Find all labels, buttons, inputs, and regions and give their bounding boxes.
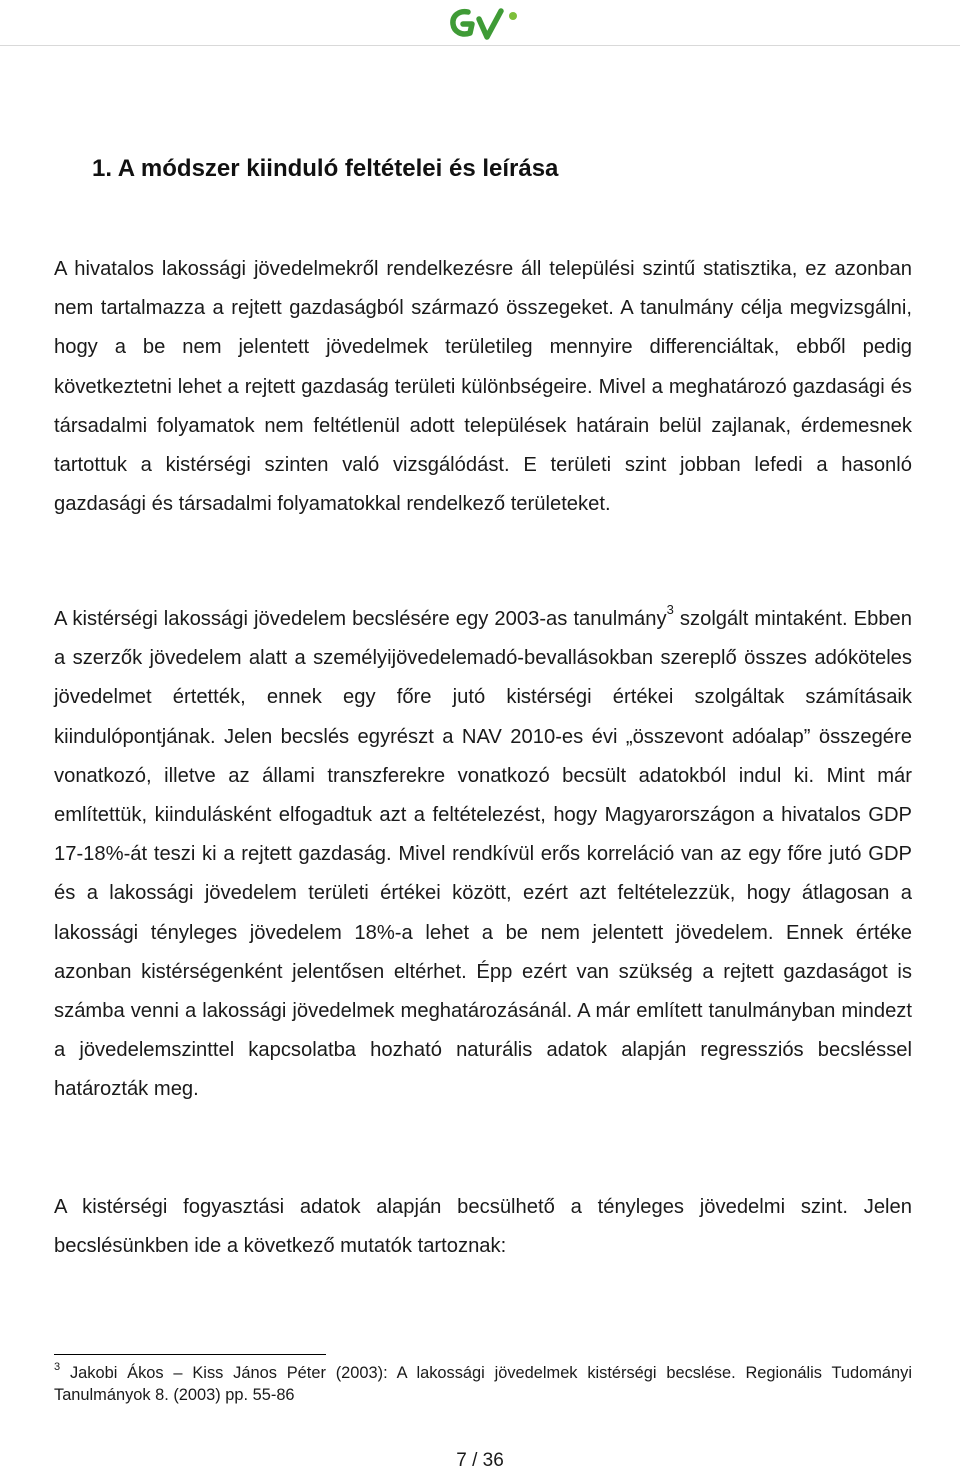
paragraph-intro: A hivatalos lakossági jövedelmekről rendelkezésre áll települési szintű statisztika, ez azonban nem tartalmazza a rejtett gazdaságból származó összegeket. A tanulmány célja megvizsgálni, hogy a be nem jelentett jövedelmek területileg mennyire differenciáltak, ebből pedig következtetni lehet a rejtett gazdaság területi különbségeire. Mivel a meghatározó gazdasági és társadalmi folyamatok nem feltétlenül adott települések határain belül zajlanak, érdemesnek tartottuk a kistérségi szinten való vizsgálódást. E területi szint jobban lefedi a hasonló gazdasági és társadalmi folyamatokkal rendelkező területeket. — [54, 258, 912, 516]
footnote-text: Jakobi Ákos – Kiss János Péter (2003): A lakossági jövedelmek kistérségi becslése. Regionális Tudományi Tanulmányok 8. (2003) pp. 55-86 — [54, 1364, 912, 1404]
paragraph-consumption: A kistérségi fogyasztási adatok alapján becsülhető a tényleges jövedelmi szint. Jelen becslésünkben ide a következő mutatók tartoznak: — [54, 1196, 912, 1258]
footnote-number: 3 — [54, 1360, 61, 1373]
paragraph-method — [54, 600, 912, 1110]
footnote — [54, 1362, 912, 1406]
page-number: 7 / 36 — [456, 1450, 504, 1471]
header-divider — [0, 45, 960, 46]
footnote-reference: 3 — [666, 602, 674, 618]
page-header — [0, 0, 960, 48]
paragraph-method-start: A kistérségi lakossági jövedelem becslésére egy 2003-as tanulmány — [54, 608, 667, 630]
footnote-divider — [54, 1354, 326, 1355]
paragraph-method-rest: szolgált mintaként. Ebben a szerzők jövedelem alatt a személyijövedelemadó-bevallásokban szereplő összes adóköteles jövedelmet értették, ennek egy főre jutó kistérségi értékei szolgáltak számításaik kiindulópontjának. Jelen becslés egyrészt a NAV 2010-es évi „összevont adóalap” összegére vonatkozó, illetve az állami transzferekre vonatkozó becsült adatokból indul ki. Mint már említettük, kiindulásként elfogadtuk azt a feltételezést, hogy Magyarországon a hivatalos GDP 17-18%-át teszi ki a rejtett gazdaság. Mivel rendkívül erős korreláció van az egy főre jutó GDP és a lakossági jövedelem területi értékei között, ezért azt feltételezzük, hogy átlagosan a lakossági tényleges jövedelem 18%-a lehet a be nem jelentett jövedelem. Ennek értéke azonban kistérségenként jelentősen eltérhet. Épp ezért van szükség a rejtett gazdaságot is számba venni a lakossági jövedelmek meghatározásánál. A már említett tanulmányban mindezt a jövedelemszinttel kapcsolatba hozható naturális adatok alapján regressziós becsléssel határozták meg. — [54, 608, 913, 1101]
gv-logo — [446, 5, 524, 43]
section-title: 1. A módszer kiinduló feltételei és leírása — [92, 155, 559, 182]
